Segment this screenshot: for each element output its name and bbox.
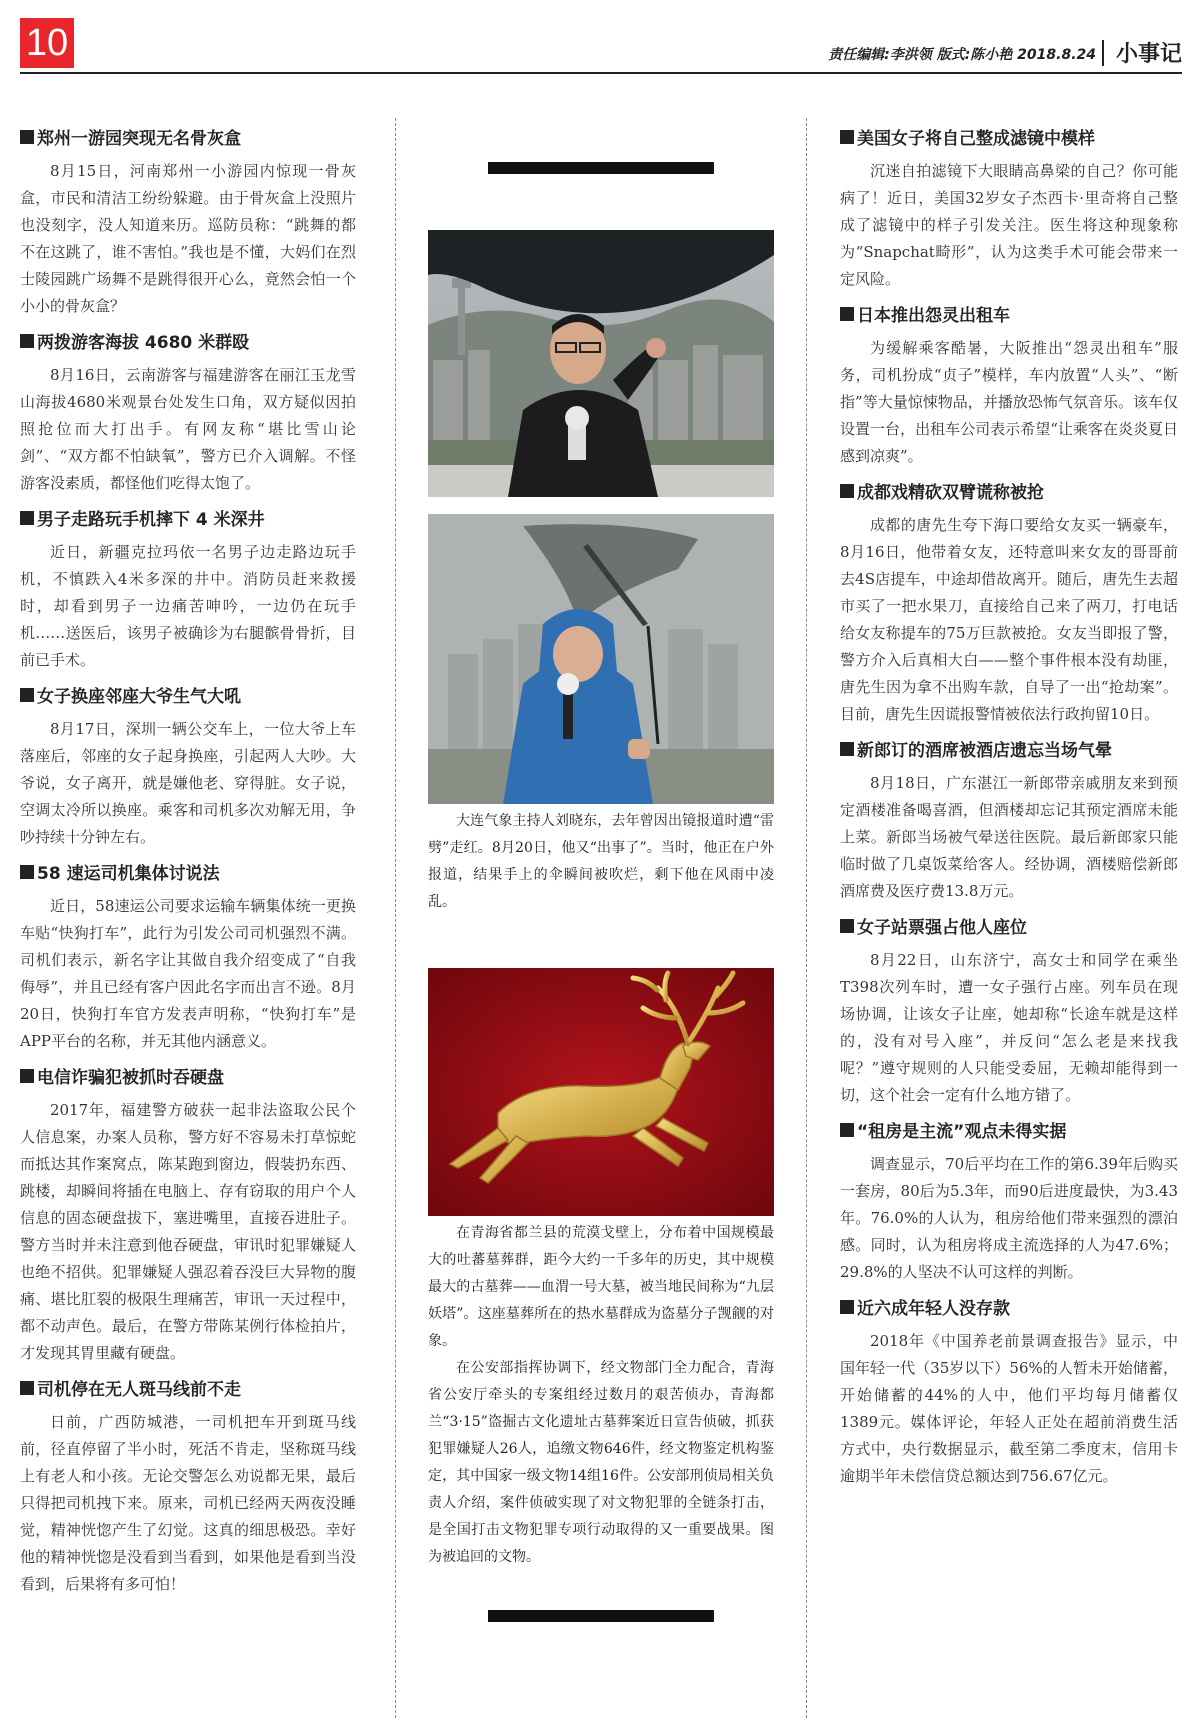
article-title: 近六成年轻人没存款 (857, 1299, 1010, 1319)
article-title: 男子走路玩手机摔下 4 米深井 (37, 510, 265, 530)
bullet-square-icon (840, 1123, 854, 1137)
right-column (840, 124, 1178, 1498)
caption-relics-paragraph-2: 在公安部指挥协调下，经文物部门全力配合，青海省公安厅牵头的专案组经过数月的艰苦侦办，青海都兰“3·15”盗掘古文化遗址古墓葬案近日宣告侦破，抓获犯罪嫌疑人26人，追缴文物646件，经文物鉴定机构鉴定，其中国家一级文物14组16件。公安部刑侦局相关负责人介绍，案件侦破实现了对文物犯罪的全链条打击，是全国打击文物犯罪专项行动取得的又一重要战果。图为被追回的文物。 (428, 1360, 774, 1565)
bullet-square-icon (20, 865, 34, 879)
bullet-square-icon (20, 511, 34, 525)
column-divider-left (395, 118, 396, 1718)
article (840, 913, 1178, 1109)
article-body: 近日，58速运公司要求运输车辆集体统一更换车贴“快狗打车”，此行为引发公司司机强烈不满。司机们表示，新名字让其做自我介绍变成了“自我侮辱”，并且已经有客户因此名字而出言不逊。8月20日，快狗打车官方发表声明称，“快狗打车”是APP平台的名称，并无其他内涵意义。 (20, 897, 356, 1050)
article-title: “租房是主流”观点未得实据 (857, 1122, 1067, 1142)
article-title: 电信诈骗犯被抓时吞硬盘 (37, 1068, 224, 1088)
bullet-square-icon (20, 1381, 34, 1395)
article-title: 58 速运司机集体讨说法 (37, 864, 220, 884)
left-column (20, 124, 356, 1606)
article-body: 为缓解乘客酷暑，大阪推出“怨灵出租车”服务，司机扮成“贞子”模样，车内放置“人头”、“断指”等大量惊悚物品，并播放恐怖气氛音乐。该车仅设置一台，出租车公司表示希望“让乘客在炎炎夏日感到凉爽”。 (840, 339, 1178, 465)
bullet-square-icon (840, 919, 854, 933)
article-title: 女子换座邻座大爷生气大吼 (37, 687, 241, 707)
article (840, 1294, 1178, 1490)
decorative-bar-top (488, 162, 714, 174)
caption-weather-text: 大连气象主持人刘晓东，去年曾因出镜报道时遭“雷劈”走红。8月20日，他又“出事了”。当时，他正在户外报道，结果手上的伞瞬间被吹烂，剩下他在风雨中凌乱。 (428, 813, 774, 910)
header-rule (20, 72, 1182, 74)
article (840, 478, 1178, 728)
article (20, 859, 356, 1055)
bullet-square-icon (840, 742, 854, 756)
article-title: 成都戏精砍双臂谎称被抢 (857, 483, 1044, 503)
article-body: 成都的唐先生夸下海口要给女友买一辆豪车，8月16日，他带着女友，还特意叫来女友的哥哥前去4S店提车，中途却借故离开。随后，唐先生去超市买了一把水果刀，直接给自己来了两刀，打电话给女友称提车的75万巨款被抢。女友当即报了警，警方介入后真相大白——整个事件根本没有劫匪，唐先生因为拿不出购车款，自导了一出“抢劫案”。目前，唐先生因谎报警情被依法行政拘留10日。 (840, 516, 1178, 723)
bullet-square-icon (840, 1300, 854, 1314)
article-title: 新郎订的酒席被酒店遗忘当场气晕 (857, 741, 1112, 761)
bullet-square-icon (840, 484, 854, 498)
section-title: 小事记 (1115, 42, 1182, 67)
article-body: 8月17日，深圳一辆公交车上，一位大爷上车落座后，邻座的女子起身换座，引起两人大吵。大爷说，女子离开，就是嫌他老、穿得脏。女子说，空调太冷所以换座。乘客和司机多次劝解无用，争吵持续十分钟左右。 (20, 720, 356, 846)
article (20, 328, 356, 497)
article (840, 1117, 1178, 1286)
article-title: 两拨游客海拔 4680 米群殴 (37, 333, 250, 353)
caption-cultural-relics (428, 1220, 774, 1571)
editor-credit: 责任编辑:李洪领 版式:陈小艳 2018.8.24 (828, 47, 1096, 63)
article-body: 近日，新疆克拉玛依一名男子边走路边玩手机，不慎跌入4米多深的井中。消防员赶来救援时，却看到男子一边痛苦呻吟，一边仍在玩手机……送医后，该男子被确诊为右腿髌骨骨折，目前已手术。 (20, 543, 356, 669)
article-body: 调查显示，70后平均在工作的第6.39年后购买一套房，80后为5.3年，而90后进度最快，为3.43年。76.0%的人认为，租房给他们带来强烈的漂泊感。同时，认为租房将成主流选择的人为47.6%；29.8%的人坚决不认可这样的判断。 (840, 1155, 1178, 1281)
article-title: 司机停在无人斑马线前不走 (37, 1380, 241, 1400)
article (840, 301, 1178, 470)
decorative-bar-bottom (488, 1610, 714, 1622)
article (20, 124, 356, 320)
page-number: 10 (20, 18, 74, 68)
article-title: 美国女子将自己整成滤镜中模样 (857, 129, 1095, 149)
article-body: 日前，广西防城港，一司机把车开到斑马线前，径直停留了半小时，死活不肯走，坚称斑马线上有老人和小孩。无论交警怎么劝说都无果，最后只得把司机拽下来。原来，司机已经两天两夜没睡觉，精神恍惚产生了幻觉。这真的细思极恐。幸好他的精神恍惚是没看到当看到，如果他是看到当没看到，后果将有多可怕！ (20, 1413, 356, 1593)
photo-weather-reporter-2 (428, 514, 774, 804)
article-body: 2017年，福建警方破获一起非法盗取公民个人信息案，办案人员称，警方好不容易未打草惊蛇而抵达其作案窝点，陈某跑到窗边，假装扔东西、跳楼，却瞬间将插在电脑上、存有窃取的用户个人信息的固态硬盘拔下，塞进嘴里，直接吞进肚子。警方当时并未注意到他吞硬盘，审讯时犯罪嫌疑人也绝不招供。犯罪嫌疑人强忍着吞没巨大异物的腹痛、堪比肛裂的极限生理痛苦，审讯一天过程中，都不动声色。最后，在警方带陈某例行体检拍片，才发现其胃里藏有硬盘。 (20, 1101, 356, 1362)
column-divider-right (806, 118, 807, 1718)
bullet-square-icon (20, 1069, 34, 1083)
article-body: 2018年《中国养老前景调查报告》显示，中国年轻一代（35岁以下）56%的人暂未开始储蓄，开始储蓄的44%的人中，他们平均每月储蓄仅1389元。媒体评论，年轻人正处在超前消费生活方式中，央行数据显示，截至第二季度末，信用卡逾期半年未偿信贷总额达到756.67亿元。 (840, 1332, 1178, 1485)
article (840, 736, 1178, 905)
header-separator (1102, 40, 1104, 66)
bullet-square-icon (20, 130, 34, 144)
bullet-square-icon (840, 307, 854, 321)
caption-weather (428, 808, 774, 916)
article (840, 124, 1178, 293)
article-title: 郑州一游园突现无名骨灰盒 (37, 129, 241, 149)
article (20, 505, 356, 674)
photo-weather-reporter-1 (428, 230, 774, 497)
article-title: 女子站票强占他人座位 (857, 918, 1027, 938)
photo-golden-deer (428, 968, 774, 1216)
caption-relics-paragraph-1: 在青海省都兰县的荒漠戈壁上，分布着中国规模最大的吐蕃墓葬群，距今大约一千多年的历史，其中规模最大的古墓葬——血渭一号大墓，被当地民间称为“九层妖塔”。这座墓葬所在的热水墓群成为盗墓分子觊觎的对象。 (428, 1225, 774, 1349)
article-body: 8月18日，广东湛江一新郎带亲戚朋友来到预定酒楼准备喝喜酒，但酒楼却忘记其预定酒席未能上菜。新郎当场被气晕送往医院。最后新郎家只能临时做了几桌饭菜给客人。经协调，酒楼赔偿新郎酒席费及医疗费13.8万元。 (840, 774, 1178, 900)
article (20, 682, 356, 851)
article-title: 日本推出怨灵出租车 (857, 306, 1010, 326)
article (20, 1063, 356, 1367)
bullet-square-icon (20, 688, 34, 702)
article-body: 沉迷自拍滤镜下大眼睛高鼻梁的自己？你可能病了！近日，美国32岁女子杰西卡·里奇将自己整成了滤镜中的样子引发关注。医生将这种现象称为“Snapchat畸形”，认为这类手术可能会带来一定风险。 (840, 162, 1178, 288)
article (20, 1375, 356, 1598)
article-body: 8月15日，河南郑州一小游园内惊现一骨灰盒，市民和清洁工纷纷躲避。由于骨灰盒上没照片也没刻字，没人知道来历。巡防员称：“跳舞的都不在这跳了，谁不害怕。”我也是不懂，大妈们在烈士陵园跳广场舞不是跳得很开心么，竟然会怕一个小小的骨灰盒？ (20, 162, 356, 315)
bullet-square-icon (840, 130, 854, 144)
article-body: 8月16日，云南游客与福建游客在丽江玉龙雪山海拔4680米观景台处发生口角，双方疑似因拍照抢位而大打出手。有网友称“堪比雪山论剑”、“双方都不怕缺氧”，警方已介入调解。不怪游客没素质，都怪他们吃得太饱了。 (20, 366, 356, 492)
article-body: 8月22日，山东济宁，高女士和同学在乘坐T398次列车时，遭一女子强行占座。列车员在现场协调，让该女子让座，她却称“长途车就是这样的，没有对号入座”，并反问“怎么老是来找我呢？”遵守规则的人只能受委屈，无赖却能得到一切，这个社会一定有什么地方错了。 (840, 951, 1178, 1104)
bullet-square-icon (20, 334, 34, 348)
